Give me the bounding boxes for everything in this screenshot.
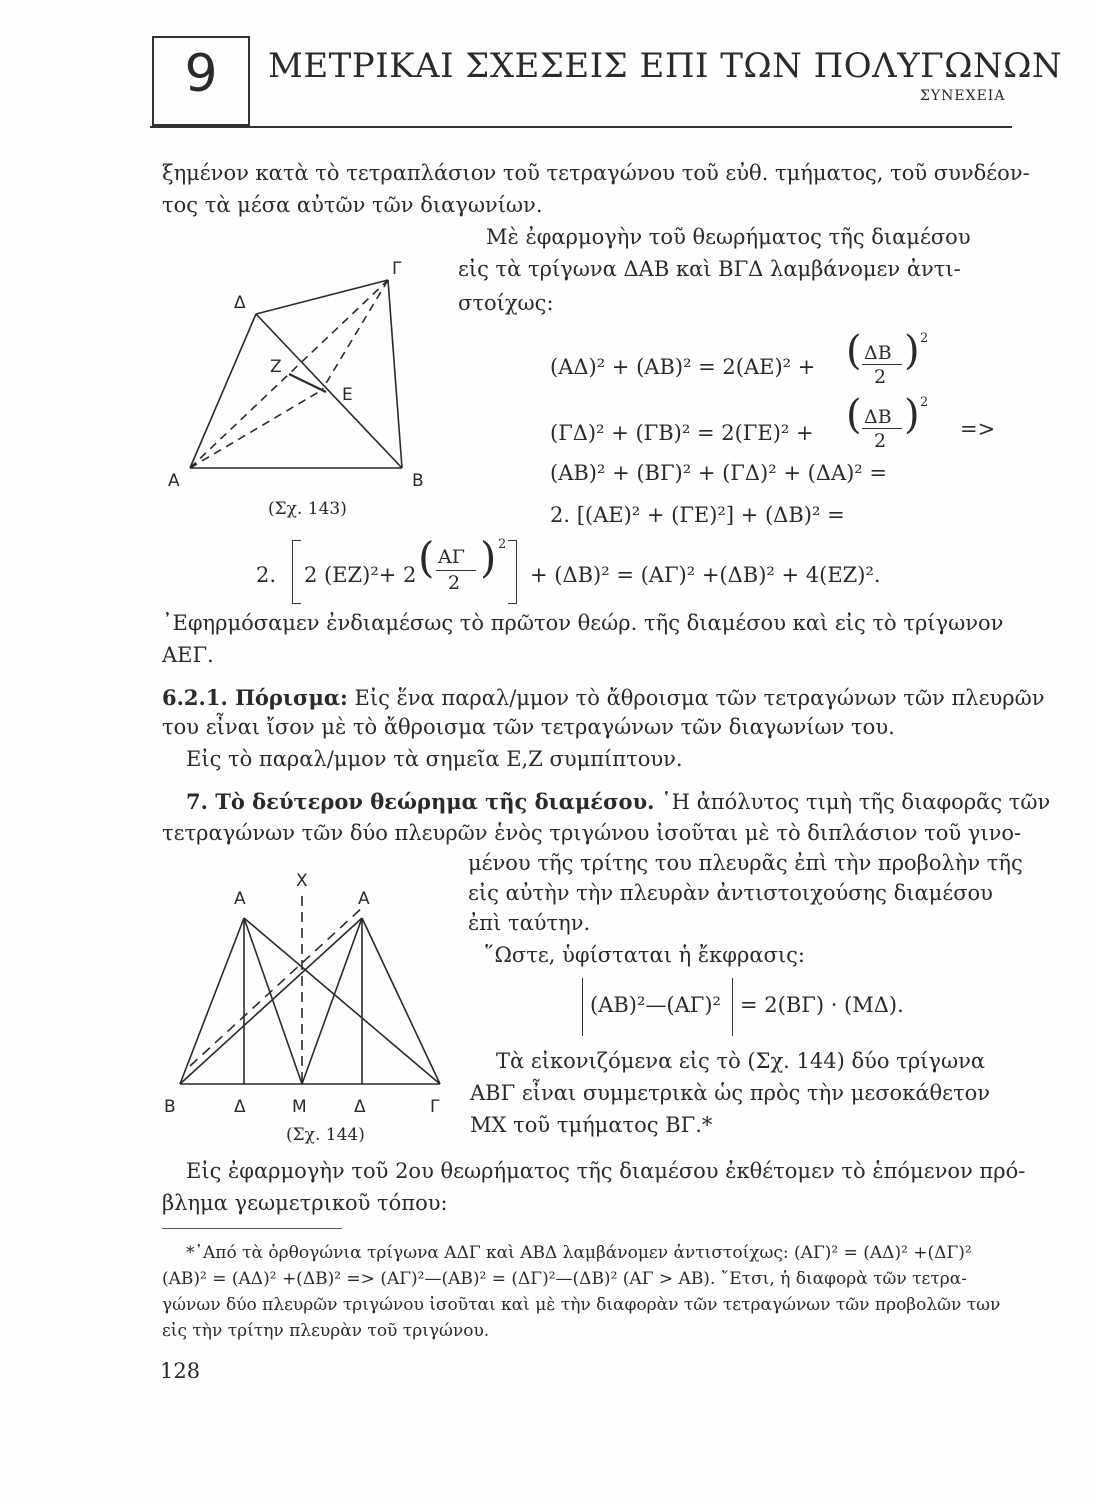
eq1-fraction: ( ΔΒ 2 ) 2 (850, 340, 930, 390)
eq5-rhs: + (ΔΒ)² = (ΑΓ)² +(ΔΒ)² + 4(ΕΖ)². (530, 563, 881, 587)
fig144-left-ab (180, 918, 244, 1084)
eq5-fraction: ( ΑΓ 2 ) 2 (420, 540, 520, 602)
body-line: Εἰς ἐφαρμογὴν τοῦ 2ου θεωρήματος τῆς διαμέσου ἐκθέτομεν τὸ ἑπόμενον πρό- (186, 1159, 1026, 1183)
equation-2 (550, 418, 814, 449)
body-line: ἐπὶ ταύτην. (468, 911, 591, 935)
fig144-label-m: Μ (292, 1097, 307, 1117)
chapter-title: ΜΕΤΡΙΚΑΙ ΣΧΕΣΕΙΣ ΕΠΙ ΤΩΝ ΠΟΛΥΓΩΝΩΝ (268, 46, 1063, 86)
fig143-side-ad (190, 314, 256, 468)
fig144-label-d-left: Δ (234, 1097, 246, 1117)
fig143-label-a: Α (168, 471, 180, 491)
abs-equation-rhs: = 2(ΒΓ) · (ΜΔ). (740, 993, 904, 1017)
exponent: 2 (920, 395, 929, 410)
frac-denominator: 2 (874, 366, 887, 388)
figure-143-caption: (Σχ. 143) (268, 499, 347, 519)
footnote-line: (ΑΒ)² = (ΑΔ)² +(ΔΒ)² => (ΑΓ)²—(ΑΒ)² = (ΔΓ)²—(ΔΒ)² (ΑΓ > ΑΒ). ῎Ετσι, ἡ διαφορὰ τῶν τετρα- (162, 1269, 967, 1289)
equation-4: 2. [(ΑΕ)² + (ΓΕ)²] + (ΔΒ)² = (550, 503, 845, 527)
body-line: βλημα γεωμετρικοῦ τόπου: (162, 1191, 448, 1215)
fig144-label-d-right: Δ (354, 1097, 366, 1117)
eq5-inner: 2 (ΕΖ)²+ 2 (304, 563, 417, 587)
body-line: του εἶναι ἴσον μὲ τὸ ἄθροισμα τῶν τετραγώνων τῶν διαγωνίων του. (162, 715, 895, 739)
body-line: εἰς τὰ τρίγωνα ΔΑΒ καὶ ΒΓΔ λαμβάνομεν ἀντι- (458, 257, 961, 281)
fig143-median-ge (322, 280, 388, 390)
body-line: μένου τῆς τρίτης του πλευρᾶς ἐπὶ τὴν προβολὴν τῆς (468, 851, 1023, 875)
eq5-bracket-right (508, 540, 517, 604)
fig144-label-g: Γ (430, 1097, 440, 1117)
theorem-text: ῾Η ἀπόλυτος τιμὴ τῆς διαφορᾶς τῶν (661, 790, 1051, 814)
figure-143 (150, 240, 450, 500)
fig143-median-ae (190, 390, 322, 468)
footnote-rule (162, 1228, 342, 1229)
corollary-line (162, 682, 1045, 714)
fig143-label-e: Ε (342, 385, 353, 405)
body-line: στοίχως: (458, 291, 554, 315)
body-line: Εἰς τὸ παραλ/μμον τὰ σημεῖα Ε,Ζ συμπίπτουν. (186, 747, 683, 771)
abs-bar-left (582, 978, 583, 1036)
fig144-label-a-right: Α (358, 889, 370, 909)
corollary-title: 6.2.1. Πόρισμα: (162, 685, 348, 710)
implies-arrow: => (960, 417, 996, 441)
frac-denominator: 2 (874, 430, 887, 452)
exponent: 2 (920, 331, 929, 346)
eq2-left: (ΓΔ)² + (ΓΒ)² = 2(ΓΕ)² + (550, 421, 814, 445)
header-rule (150, 126, 1012, 128)
equation-3: (ΑΒ)² + (ΒΓ)² + (ΓΔ)² + (ΔΑ)² = (550, 461, 887, 485)
frac-numerator: ΔΒ (864, 342, 892, 364)
fig144-right-ag (362, 918, 440, 1084)
body-line: ΜΧ τοῦ τμήματος ΒΓ.* (470, 1113, 713, 1137)
footnote-line: *᾽Από τὰ ὀρθογώνια τρίγωνα ΑΔΓ καὶ ΑΒΔ λαμβάνομεν ἀντιστοίχως: (ΑΓ)² = (ΑΔ)² +(ΔΓ)² (186, 1243, 972, 1263)
fig143-label-d: Δ (234, 293, 246, 313)
body-line: ῞Ωστε, ὑφίσταται ἡ ἔκφρασις: (484, 943, 805, 967)
fig143-side-dg (256, 280, 388, 314)
eq5-prefix: 2. (256, 563, 277, 587)
fig144-label-a-left: Α (234, 889, 246, 909)
body-line: ᾽Εφηρμόσαμεν ἐνδιαμέσως τὸ πρῶτον θεώρ. τῆς διαμέσου καὶ εἰς τὸ τρίγωνον (162, 611, 1004, 635)
body-line: τος τὰ μέσα αὐτῶν τῶν διαγωνίων. (162, 193, 543, 217)
abs-bar-right (732, 978, 733, 1036)
fig143-side-gb (388, 280, 402, 468)
eq1-left: (ΑΔ)² + (ΑΒ)² = 2(ΑΕ)² + (550, 355, 816, 379)
theorem-line (186, 786, 1050, 818)
fig144-label-b: Β (164, 1097, 176, 1117)
footnote-line: γώνων δύο πλευρῶν τριγώνου ἰσοῦται καὶ μὲ τὴν διαφορὰν τῶν τετραγώνων τῶν προβολῶν των (162, 1295, 1001, 1315)
abs-expression: (ΑΒ)²—(ΑΓ)² (590, 993, 721, 1017)
body-line: Τὰ εἰκονιζόμενα εἰς τὸ (Σχ. 144) δύο τρίγωνα (496, 1049, 986, 1073)
chapter-subtitle: ΣΥΝΕΧΕΙΑ (920, 88, 1006, 104)
fig144-label-x: Χ (296, 871, 308, 891)
figure-144-caption: (Σχ. 144) (286, 1125, 365, 1145)
frac-denominator: 2 (448, 572, 461, 594)
fig143-label-b: Β (412, 471, 424, 491)
body-line: εἰς αὐτὴν τὴν πλευρὰν ἀντιστοιχούσης διαμέσου (468, 881, 993, 905)
body-line: τετραγώνων τῶν δύο πλευρῶν ἑνὸς τριγώνου ἰσοῦται μὲ τὸ διπλάσιον τοῦ γινο- (162, 821, 1022, 845)
body-line: ΑΒΓ εἶναι συμμετρικὰ ὡς πρὸς τὴν μεσοκάθετον (470, 1081, 991, 1105)
equation-1 (550, 352, 815, 383)
eq2-fraction: ( ΔΒ 2 ) 2 (850, 404, 930, 454)
corollary-text: Εἰς ἕνα παραλ/μμον τὸ ἄθροισμα τῶν τετραγώνων τῶν πλευρῶν (354, 686, 1045, 710)
frac-numerator: ΑΓ (438, 546, 465, 568)
fig144-right-ab (180, 918, 362, 1084)
theorem-title: 7. Τὸ δεύτερον θεώρημα τῆς διαμέσου. (186, 789, 655, 814)
figure-144 (150, 860, 460, 1130)
fig143-diagonal-db (256, 314, 402, 468)
frac-numerator: ΔΒ (864, 406, 892, 428)
fig143-label-z: Ζ (270, 357, 282, 377)
fig143-label-g: Γ (392, 259, 402, 279)
exponent: 2 (498, 537, 507, 552)
page-number: 128 (160, 1359, 201, 1383)
fig144-right-median (302, 918, 362, 1084)
footnote-line: εἰς τὴν τρίτην πλευρὰν τοῦ τριγώνου. (162, 1321, 490, 1341)
chapter-number: 9 (184, 44, 218, 104)
body-line: Μὲ ἐφαρμογὴν τοῦ θεωρήματος τῆς διαμέσου (486, 225, 971, 249)
eq5-bracket-left (292, 540, 301, 604)
body-line: ΑΕΓ. (162, 643, 214, 667)
body-line: ξημένον κατὰ τὸ τετραπλάσιον τοῦ τετραγώνου τοῦ εὐθ. τμήματος, τοῦ συνδέον- (162, 161, 1030, 185)
